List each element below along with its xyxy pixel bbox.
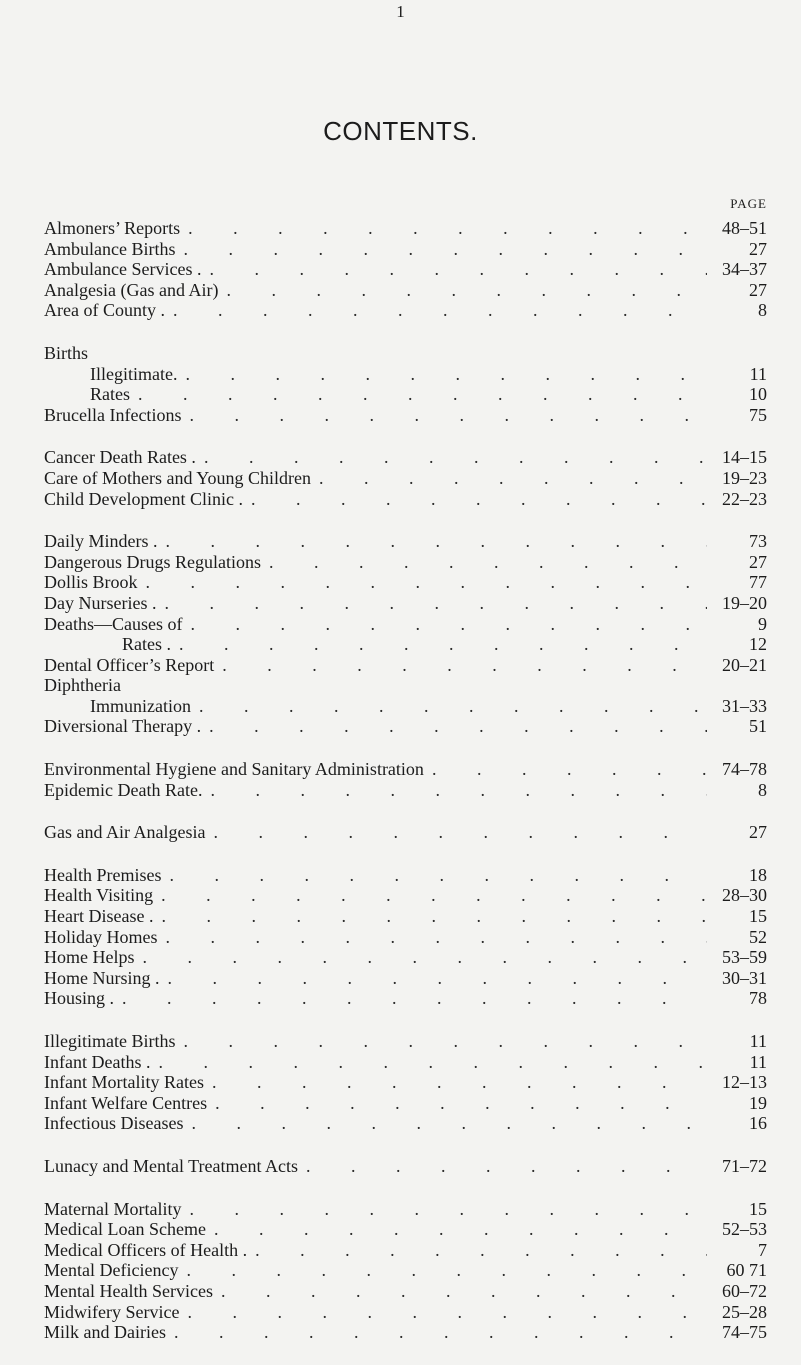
entry-label: Area of County .: [44, 300, 165, 321]
dot-leader: [177, 364, 707, 385]
dot-leader: [150, 1052, 707, 1073]
dot-leader: [191, 696, 707, 717]
contents-entry: [44, 489, 767, 510]
entry-page: 52: [749, 926, 767, 947]
dot-leader: [153, 906, 707, 927]
entry-page: 19–20: [722, 592, 767, 613]
dot-leader: [157, 531, 707, 552]
contents-entry: [44, 364, 767, 385]
contents-entry: [44, 1281, 767, 1302]
entry-label: Infant Deaths .: [44, 1051, 151, 1072]
contents-group: [44, 447, 767, 509]
entry-page: 12–13: [722, 1072, 767, 1093]
dot-leader: [161, 865, 707, 886]
dot-leader: [206, 1219, 707, 1240]
entry-label: Almoners’ Reports: [44, 218, 181, 238]
entry-label: Infectious Diseases: [44, 1113, 184, 1134]
entry-label: Heart Disease .: [44, 906, 154, 927]
contents-entry: [44, 531, 767, 552]
entry-label: Mental Deficiency: [44, 1260, 179, 1281]
entry-label: Illegitimate Births: [44, 1031, 176, 1051]
dot-leader: [160, 968, 708, 989]
contents-entry: [44, 343, 767, 364]
contents-entry: [44, 572, 767, 593]
entry-label: Illegitimate.: [90, 363, 178, 384]
entry-page: 27: [749, 238, 767, 259]
entry-label: Diphtheria: [44, 675, 121, 696]
contents-entry: [44, 780, 767, 801]
entry-page: 9: [758, 613, 767, 634]
dot-leader: [134, 947, 707, 968]
contents-entry: [44, 1156, 767, 1177]
contents-group: [44, 759, 767, 800]
entry-page: 74–78: [722, 759, 767, 780]
dot-leader: [213, 1281, 707, 1302]
entry-label: Rates .: [122, 634, 171, 655]
entry-page: 10: [749, 384, 767, 405]
entry-label: Gas and Air Analgesia: [44, 822, 206, 843]
contents-entry: [44, 634, 767, 655]
contents-entry: [44, 1113, 767, 1134]
contents-entry: [44, 716, 767, 737]
contents-entry: [44, 906, 767, 927]
entry-label: Environmental Hygiene and Sanitary Administration: [44, 759, 424, 780]
entry-label: Housing .: [44, 988, 115, 1009]
entry-page: 11: [749, 363, 767, 384]
entry-label: Home Nursing .: [44, 967, 160, 988]
entry-label: Midwifery Service: [44, 1301, 180, 1322]
entry-page: 12: [749, 634, 767, 655]
contents-entry: [44, 1093, 767, 1114]
dot-leader: [196, 447, 707, 468]
entry-page: 25–28: [722, 1301, 767, 1322]
contents-entry: [44, 759, 767, 780]
contents-entry: [44, 1302, 767, 1323]
dot-leader: [179, 1302, 707, 1323]
entry-page: 18: [749, 864, 767, 885]
contents-entry: [44, 1240, 767, 1261]
dot-leader: [214, 655, 707, 676]
entry-page: 60–72: [722, 1280, 767, 1301]
contents-entry: [44, 822, 767, 843]
entry-label: Dental Officer’s Report: [44, 654, 215, 675]
contents-list: [44, 218, 767, 1365]
page-title: CONTENTS.: [323, 116, 478, 146]
page-column-header: PAGE: [730, 196, 767, 211]
dot-leader: [138, 572, 707, 593]
entry-label: Home Helps: [44, 947, 135, 968]
contents-entry: [44, 1199, 767, 1220]
entry-page: 27: [749, 551, 767, 572]
entry-page: 7: [758, 1239, 767, 1260]
dot-leader: [157, 927, 707, 948]
entry-page: 48–51: [722, 218, 767, 238]
dot-leader: [181, 405, 707, 426]
contents-group: [44, 531, 767, 737]
dot-leader: [218, 280, 707, 301]
contents-entry: [44, 675, 767, 696]
entry-label: Holiday Homes: [44, 926, 158, 947]
entry-page: 15: [749, 906, 767, 927]
contents-entry: [44, 259, 767, 280]
entry-label: Day Nurseries .: [44, 592, 157, 613]
dot-leader: [205, 822, 707, 843]
dot-leader: [207, 1093, 707, 1114]
entry-page: 14–15: [722, 447, 767, 468]
contents-entry: [44, 1072, 767, 1093]
contents-entry: [44, 1260, 767, 1281]
entry-label: Medical Loan Scheme: [44, 1219, 206, 1240]
entry-label: Brucella Infections: [44, 404, 182, 425]
entry-label: Infant Mortality Rates: [44, 1072, 204, 1093]
entry-page: 73: [749, 531, 767, 552]
entry-page: 34–37: [722, 259, 767, 280]
dot-leader: [153, 885, 707, 906]
entry-page: 8: [758, 300, 767, 321]
entry-page: 28–30: [722, 885, 767, 906]
entry-label: Epidemic Death Rate.: [44, 779, 203, 800]
contents-entry: [44, 696, 767, 717]
contents-entry: [44, 218, 767, 239]
entry-page: 75: [749, 404, 767, 425]
entry-label: Cancer Death Rates .: [44, 447, 196, 468]
entry-page: 22–23: [722, 488, 767, 509]
contents-group: [44, 1156, 767, 1177]
entry-label: Immunization: [90, 695, 191, 716]
entry-label: Births: [44, 342, 89, 363]
contents-entry: [44, 1322, 767, 1343]
contents-entry: [44, 384, 767, 405]
entry-page: 52–53: [722, 1219, 767, 1240]
dot-leader: [182, 614, 707, 635]
entry-label: Daily Minders .: [44, 531, 158, 552]
entry-page: 11: [749, 1031, 767, 1051]
contents-entry: [44, 947, 767, 968]
entry-page: 77: [749, 572, 767, 593]
dot-leader: [175, 239, 707, 260]
contents-group: [44, 343, 767, 425]
entry-label: Medical Officers of Health .: [44, 1239, 248, 1260]
dot-leader: [165, 300, 707, 321]
entry-page: 8: [758, 779, 767, 800]
dot-leader: [424, 759, 707, 780]
entry-label: Dangerous Drugs Regulations: [44, 551, 261, 572]
entry-page: 74–75: [722, 1322, 767, 1343]
contents-entry: [44, 300, 767, 321]
contents-group: [44, 1031, 767, 1134]
entry-label: Care of Mothers and Young Children: [44, 467, 311, 488]
contents-group: [44, 1199, 767, 1343]
contents-entry: [44, 927, 767, 948]
entry-page: 11: [749, 1051, 767, 1072]
entry-label: Analgesia (Gas and Air): [44, 279, 219, 300]
dot-leader: [181, 1199, 707, 1220]
entry-label: Lunacy and Mental Treatment Acts: [44, 1155, 298, 1176]
dot-leader: [261, 552, 707, 573]
dot-leader: [166, 1322, 707, 1343]
contents-entry: [44, 1219, 767, 1240]
dot-leader: [247, 1240, 707, 1261]
entry-label: Ambulance Births: [44, 238, 176, 259]
dot-leader: [130, 384, 707, 405]
dot-leader: [114, 988, 707, 1009]
entry-page: 71–72: [722, 1155, 767, 1176]
entry-page: 27: [749, 279, 767, 300]
entry-label: Health Premises: [44, 864, 162, 885]
entry-page: 60 71: [726, 1260, 767, 1281]
dot-leader: [183, 1113, 707, 1134]
entry-page: 31–33: [722, 695, 767, 716]
contents-group: [44, 822, 767, 843]
dot-leader: [204, 1072, 707, 1093]
contents-entry: [44, 865, 767, 886]
entry-label: Child Development Clinic .: [44, 488, 243, 509]
dot-leader: [243, 489, 707, 510]
contents-entry: [44, 280, 767, 301]
dot-leader: [156, 593, 707, 614]
dot-leader: [202, 780, 707, 801]
entry-label: Maternal Mortality: [44, 1198, 182, 1219]
contents-entry: [44, 405, 767, 426]
entry-label: Rates: [90, 384, 130, 405]
entry-label: Ambulance Services .: [44, 259, 202, 280]
dot-leader: [171, 634, 707, 655]
contents-entry: [44, 968, 767, 989]
contents-entry: [44, 655, 767, 676]
entry-page: 16: [749, 1113, 767, 1134]
contents-entry: [44, 447, 767, 468]
entry-label: Milk and Dairies: [44, 1322, 166, 1343]
dot-leader: [201, 716, 707, 737]
entry-page: 20–21: [722, 654, 767, 675]
entry-label: Deaths—Causes of: [44, 613, 183, 634]
entry-page: 27: [749, 822, 767, 843]
entry-label: Diversional Therapy .: [44, 716, 202, 737]
contents-entry: [44, 1052, 767, 1073]
contents-entry: [44, 468, 767, 489]
contents-entry: [44, 1031, 767, 1052]
contents-entry: [44, 593, 767, 614]
contents-entry: [44, 885, 767, 906]
contents-group: [44, 865, 767, 1009]
entry-label: Dollis Brook: [44, 572, 138, 593]
dot-leader: [178, 1260, 707, 1281]
dot-leader: [201, 259, 707, 280]
entry-page: 78: [749, 988, 767, 1009]
contents-entry: [44, 552, 767, 573]
dot-leader: [298, 1156, 707, 1177]
page-number: 1: [396, 2, 405, 21]
entry-page: 19: [749, 1092, 767, 1113]
contents-group: [44, 218, 767, 321]
entry-label: Health Visiting: [44, 885, 154, 906]
entry-label: Infant Welfare Centres: [44, 1092, 208, 1113]
entry-page: 53–59: [722, 947, 767, 968]
dot-leader: [175, 1031, 707, 1052]
contents-entry: [44, 239, 767, 260]
contents-entry: [44, 988, 767, 1009]
entry-label: Mental Health Services: [44, 1280, 213, 1301]
dot-leader: [180, 218, 707, 239]
contents-entry: [44, 614, 767, 635]
entry-page: 30–31: [722, 967, 767, 988]
entry-page: 51: [749, 716, 767, 737]
entry-page: 15: [749, 1198, 767, 1219]
entry-page: 19–23: [722, 467, 767, 488]
dot-leader: [311, 468, 707, 489]
